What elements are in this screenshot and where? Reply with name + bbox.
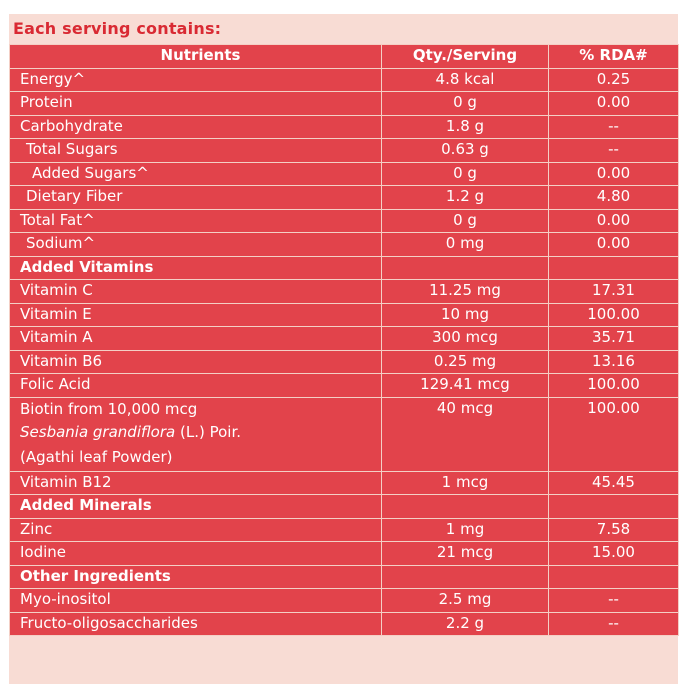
nutrient-qty: 300 mcg	[382, 327, 549, 351]
nutrient-rda: --	[549, 139, 679, 163]
table-row	[10, 209, 679, 233]
table-row	[10, 280, 679, 304]
nutrient-rda: 100.00	[549, 397, 679, 471]
section-row-vitamins	[10, 256, 679, 280]
nutrient-rda: 100.00	[549, 374, 679, 398]
table-row	[10, 186, 679, 210]
table-row	[10, 233, 679, 257]
empty-cell	[382, 256, 549, 280]
biotin-name	[10, 397, 382, 471]
nutrient-qty: 0 g	[382, 162, 549, 186]
nutrient-qty: 1 mg	[382, 518, 549, 542]
nutrition-table	[9, 44, 679, 636]
nutrient-name: Total Fat^	[10, 209, 382, 233]
nutrient-qty: 1 mcg	[382, 471, 549, 495]
nutrient-rda: 13.16	[549, 350, 679, 374]
biotin-line2	[20, 420, 381, 446]
section-row-other	[10, 565, 679, 589]
header-row	[10, 45, 679, 69]
section-title-other: Other Ingredients	[10, 565, 382, 589]
header-nutrients: Nutrients	[10, 45, 382, 69]
serving-caption: Each serving contains:	[13, 19, 222, 38]
nutrient-name: Vitamin C	[10, 280, 382, 304]
nutrient-name: Vitamin B12	[10, 471, 382, 495]
nutrient-rda: 45.45	[549, 471, 679, 495]
table-row	[10, 374, 679, 398]
table-row	[10, 350, 679, 374]
nutrient-rda: 15.00	[549, 542, 679, 566]
nutrient-rda: --	[549, 612, 679, 636]
table-row	[10, 589, 679, 613]
table-row	[10, 115, 679, 139]
nutrient-rda: --	[549, 589, 679, 613]
header-rda: % RDA#	[549, 45, 679, 69]
nutrient-name: Vitamin E	[10, 303, 382, 327]
nutrient-qty: 11.25 mg	[382, 280, 549, 304]
nutrient-qty: 1.2 g	[382, 186, 549, 210]
table-row-biotin	[10, 397, 679, 471]
nutrient-name: Energy^	[10, 68, 382, 92]
nutrient-rda: 0.00	[549, 233, 679, 257]
nutrient-qty: 10 mg	[382, 303, 549, 327]
section-title-minerals: Added Minerals	[10, 495, 382, 519]
nutrient-qty: 0 g	[382, 209, 549, 233]
nutrient-rda: 100.00	[549, 303, 679, 327]
nutrient-qty: 4.8 kcal	[382, 68, 549, 92]
nutrient-qty: 0.25 mg	[382, 350, 549, 374]
table-row	[10, 327, 679, 351]
biotin-line1: Biotin from 10,000 mcg	[20, 399, 198, 418]
nutrient-qty: 0 mg	[382, 233, 549, 257]
nutrient-name: Vitamin A	[10, 327, 382, 351]
nutrient-name: Total Sugars	[10, 139, 382, 163]
nutrient-name: Zinc	[10, 518, 382, 542]
biotin-line3: (Agathi leaf Powder)	[20, 448, 173, 466]
nutrient-qty: 40 mcg	[382, 397, 549, 471]
nutrient-rda: 4.80	[549, 186, 679, 210]
nutrient-qty: 0.63 g	[382, 139, 549, 163]
nutrient-qty: 0 g	[382, 92, 549, 116]
nutrient-name: Vitamin B6	[10, 350, 382, 374]
table-row	[10, 471, 679, 495]
nutrient-rda: 35.71	[549, 327, 679, 351]
nutrient-qty: 21 mcg	[382, 542, 549, 566]
biotin-authority: (L.) Poir.	[175, 422, 241, 441]
section-row-minerals	[10, 495, 679, 519]
nutrient-qty: 129.41 mcg	[382, 374, 549, 398]
table-row	[10, 542, 679, 566]
table-row	[10, 92, 679, 116]
nutrient-rda: --	[549, 115, 679, 139]
table-row	[10, 162, 679, 186]
nutrient-rda: 0.00	[549, 92, 679, 116]
nutrient-name: Folic Acid	[10, 374, 382, 398]
empty-cell	[382, 495, 549, 519]
nutrient-rda: 7.58	[549, 518, 679, 542]
empty-cell	[549, 565, 679, 589]
empty-cell	[549, 256, 679, 280]
nutrient-name: Iodine	[10, 542, 382, 566]
table-row	[10, 518, 679, 542]
nutrient-name: Dietary Fiber	[10, 186, 382, 210]
nutrient-rda: 0.00	[549, 162, 679, 186]
nutrient-name: Myo-inositol	[10, 589, 382, 613]
table-row	[10, 612, 679, 636]
empty-cell	[382, 565, 549, 589]
nutrient-qty: 2.2 g	[382, 612, 549, 636]
table-row	[10, 303, 679, 327]
table-row	[10, 139, 679, 163]
nutrient-rda: 0.25	[549, 68, 679, 92]
nutrient-rda: 0.00	[549, 209, 679, 233]
header-qty: Qty./Serving	[382, 45, 549, 69]
section-title-vitamins: Added Vitamins	[10, 256, 382, 280]
nutrient-name: Sodium^	[10, 233, 382, 257]
nutrient-rda: 17.31	[549, 280, 679, 304]
biotin-species: Sesbania grandiflora	[20, 422, 176, 441]
nutrient-name: Added Sugars^	[10, 162, 382, 186]
nutrient-qty: 2.5 mg	[382, 589, 549, 613]
nutrient-qty: 1.8 g	[382, 115, 549, 139]
nutrient-name: Fructo-oligosaccharides	[10, 612, 382, 636]
nutrient-name: Carbohydrate	[10, 115, 382, 139]
nutrient-name: Protein	[10, 92, 382, 116]
table-row	[10, 68, 679, 92]
empty-cell	[549, 495, 679, 519]
